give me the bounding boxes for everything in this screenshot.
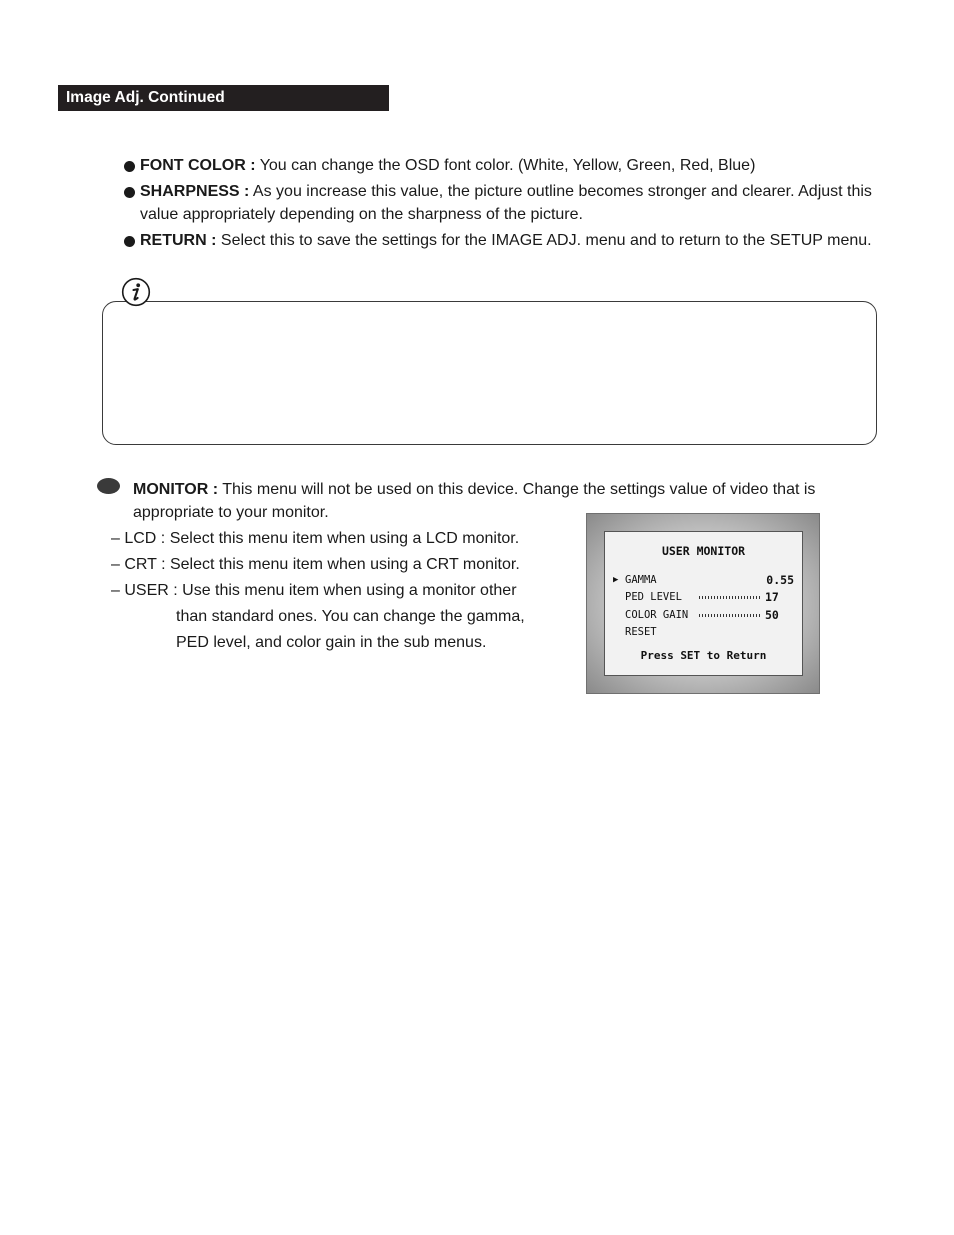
osd-value: 17 [765, 590, 779, 604]
monitor-text: This menu will not be used on this device. Change the settings value of video that is appropriate to your monitor. [133, 481, 816, 521]
bullet-text: You can change the OSD font color. (White, Yellow, Green, Red, Blue) [259, 157, 756, 174]
sub-item-lcd: – LCD : Select this menu item when using a LCD monitor. [111, 530, 520, 547]
osd-slider [699, 614, 761, 617]
bullet-term: RETURN : [140, 232, 217, 249]
osd-value: 0.55 [766, 573, 794, 587]
monitor-term: MONITOR : [133, 481, 219, 498]
bullet-text: As you increase this value, the picture outline becomes stronger and clearer. Adjust this value appropriately depending on the sharpness of the picture. [140, 183, 872, 223]
osd-label: PED LEVEL [625, 591, 682, 603]
bullet-return [124, 229, 884, 252]
osd-footer: Press SET to Return [640, 649, 767, 662]
bullet-term: SHARPNESS : [140, 183, 250, 200]
osd-title: USER MONITOR [661, 544, 746, 558]
osd-screen [604, 531, 803, 676]
sub-item-crt: – CRT : Select this menu item when using a CRT monitor. [111, 556, 520, 573]
osd-row-color-gain [613, 608, 796, 622]
osd-label: GAMMA [625, 574, 657, 586]
osd-screenshot [586, 513, 820, 694]
monitor-bullet [97, 478, 120, 494]
bullet-text: Select this to save the settings for the IMAGE ADJ. menu and to return to the SETUP menu. [220, 232, 872, 249]
osd-label: RESET [625, 626, 657, 638]
osd-slider [699, 596, 761, 599]
osd-row-gamma [613, 573, 796, 587]
bullet-dot [124, 236, 135, 247]
bullet-font-color [124, 154, 884, 177]
sub-item-user-cont: PED level, and color gain in the sub menus. [176, 634, 487, 651]
bullet-dot [124, 187, 135, 198]
sub-item-user: – USER : Use this menu item when using a monitor other [111, 582, 517, 599]
note-box [102, 301, 877, 445]
sub-item-user-cont: than standard ones. You can change the gamma, [176, 608, 525, 625]
section-header: Image Adj. Continued [58, 85, 389, 111]
osd-value: 50 [765, 608, 779, 622]
bullet-sharpness [124, 180, 884, 226]
osd-label: COLOR GAIN [625, 609, 689, 621]
cursor-arrow-icon: ▶ [613, 575, 619, 585]
info-icon [121, 277, 151, 307]
bullet-term: FONT COLOR : [140, 157, 256, 174]
bullet-dot [124, 161, 135, 172]
osd-row-reset [613, 625, 796, 639]
osd-row-ped-level [613, 590, 796, 604]
